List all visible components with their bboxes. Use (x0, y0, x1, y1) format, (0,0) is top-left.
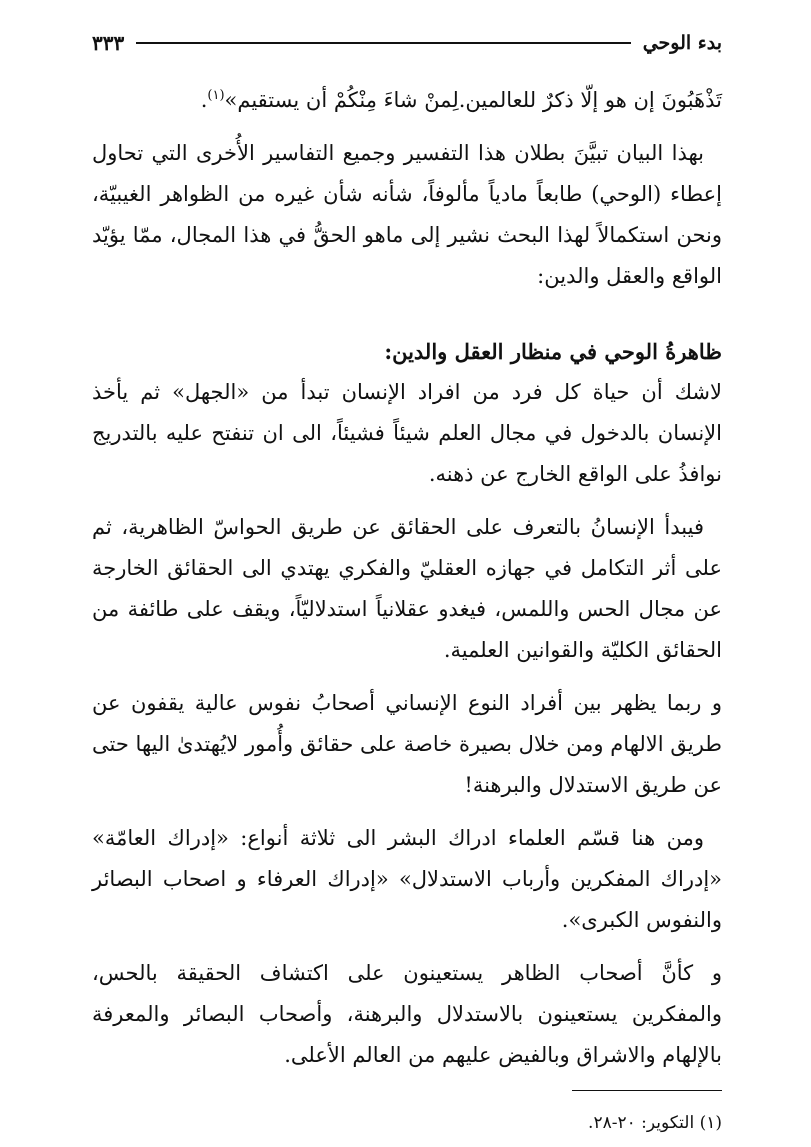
footnote: (١) التكوير: ٢٠-٢٨. (588, 1113, 722, 1133)
paragraph: لاشك أن حياة كل فرد من افراد الإنسان تبدأ من «الجهل» ثم يأخذ الإنسان بالدخول في مجال العلم شيئاً فشيئاً، الى ان تنفتح عليه بالتدريج نوافذُ على الواقع الخارج عن ذهنه. (92, 380, 722, 486)
footnote-reference: (١) (207, 88, 225, 103)
footnote-separator (572, 1090, 722, 1091)
paragraph: بهذا البيان تبيَّنَ بطلان هذا التفسير وجميع التفاسير الأُخرى التي تحاول إعطاء (الوحي) طابعاً مادياً مألوفاً، شأنه شأن غيره من الظواهر الغيبيّة، ونحن استكمالاً لهذا البحث نشير إلى ماهو الحقُّ في هذا المجال، ممّا يؤيّد الواقع والعقل والدين: (92, 141, 722, 288)
quote-text: تَذْهَبُونَ إن هو إلّا ذكرٌ للعالمين.لِمنْ شاءَ مِنْكُمْ أن يستقيم» (224, 88, 722, 112)
running-header (92, 28, 722, 58)
paragraph: ومن هنا قسّم العلماء ادراك البشر الى ثلاثة أنواع: «إدراك العامّة» «إدراك المفكرين وأرباب الاستدلال» «إدراك العرفاء و اصحاب البصائر والنفوس الكبرى». (92, 826, 722, 932)
paragraph: و كأنَّ أصحاب الظاهر يستعينون على اكتشاف الحقيقة بالحس، والمفكرين يستعينون بالاستدلال والبرهنة، وأصحاب البصائر والمعرفة بالإلهام والاشراق وبالفيض عليهم من العالم الأعلى. (92, 961, 722, 1067)
paragraph: فيبدأ الإنسانُ بالتعرف على الحقائق عن طريق الحواسّ الظاهرية، ثم على أثر التكامل في جهازه العقليّ والفكري يهتدي الى الحقائق الخارجة عن مجال الحس واللمس، فيغدو عقلانياً استدلاليّاً، ويقف على طائفة من الحقائق الكليّة والقوانين العلمية. (92, 515, 722, 662)
book-page (92, 28, 722, 1135)
paragraph-quote-end (92, 80, 722, 121)
main-text (92, 80, 722, 1076)
header-rule (136, 42, 630, 44)
paragraph: و ربما يظهر بين أفراد النوع الإنساني أصحابُ نفوس عالية يقفون عن طريق الالهام ومن خلال بصيرة خاصة على حقائق وأُمور لايُهتدىٰ اليها حتى عن طريق الاستدلال والبرهنة! (92, 691, 722, 797)
quote-end-mark: . (200, 88, 208, 112)
chapter-title: بدء الوحي (642, 32, 722, 54)
page-number: ٣٣٣ (92, 31, 125, 55)
section-heading: ظاهرةُ الوحي في منظار العقل والدين: (384, 339, 722, 364)
